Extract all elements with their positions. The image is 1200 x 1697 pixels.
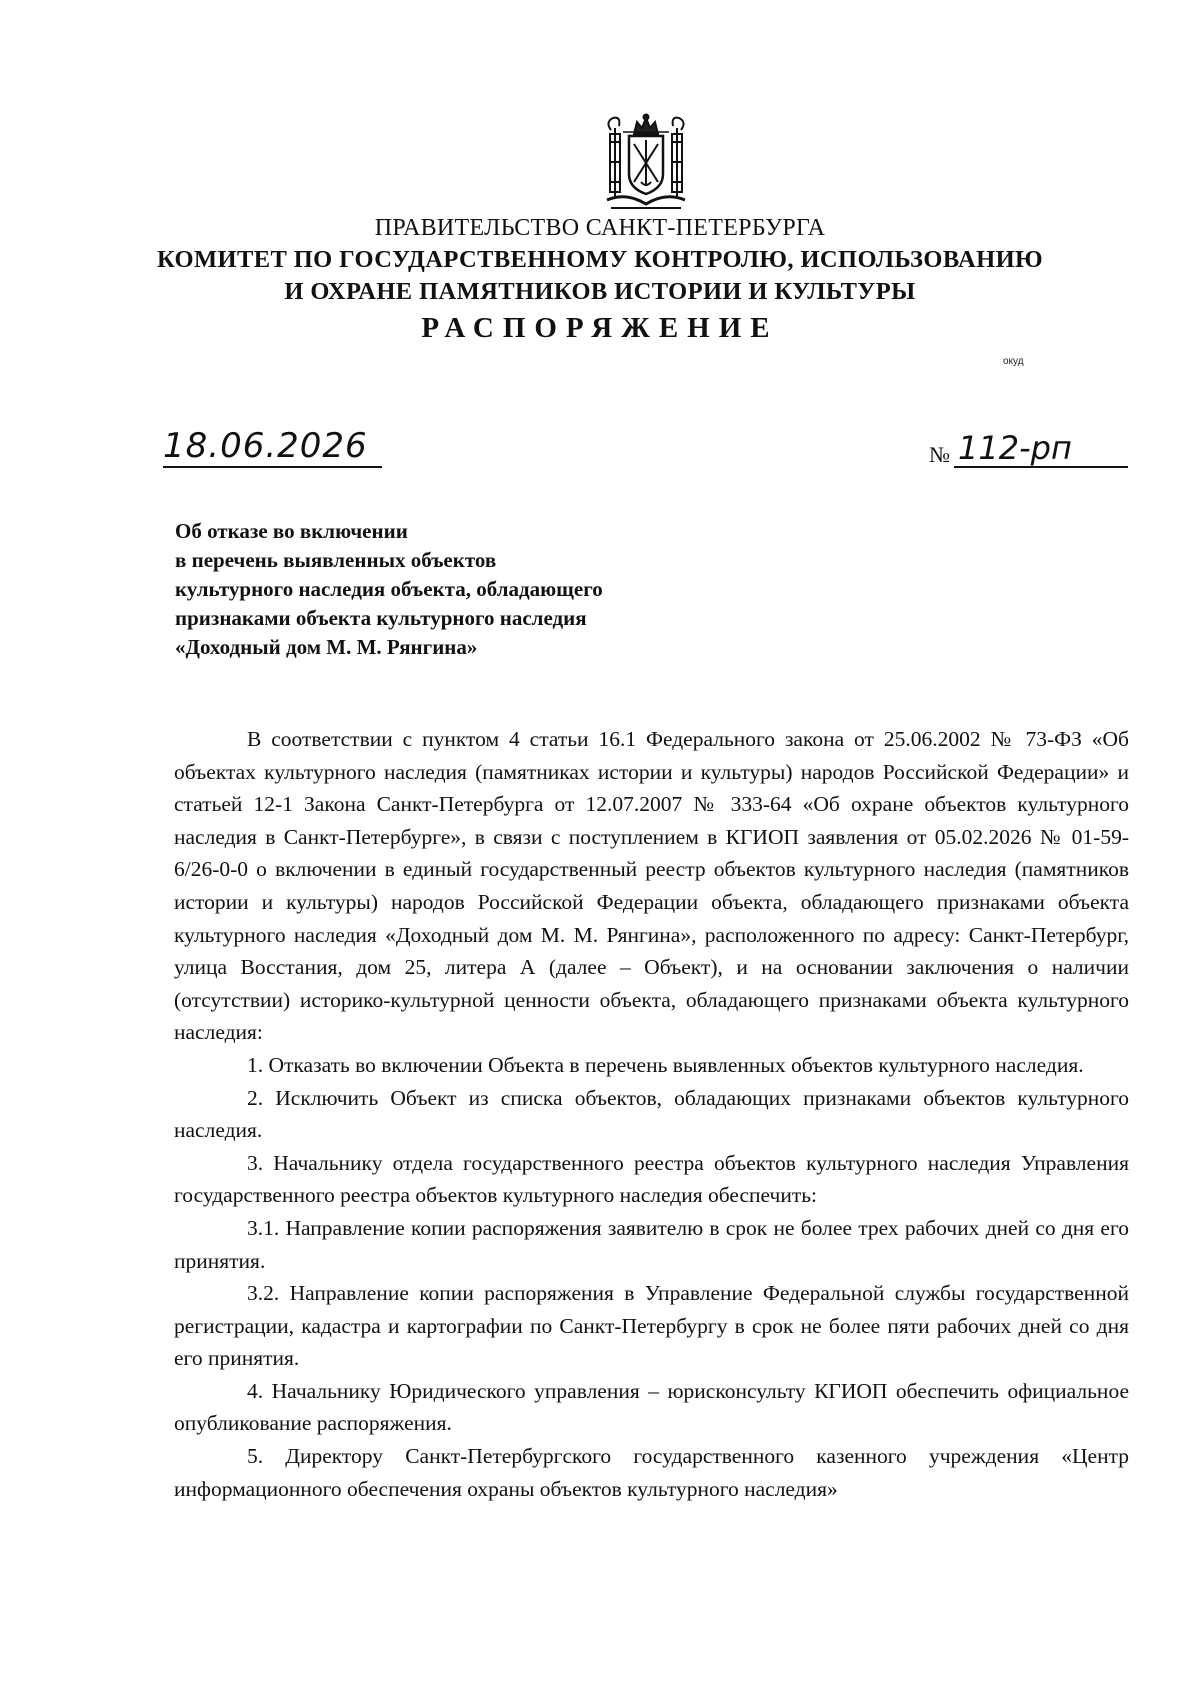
document-subject: [175, 517, 603, 662]
item-2: 2. Исключить Объект из списка объектов, обладающих признаками объектов культурного наследия.: [174, 1085, 1129, 1143]
okud-mark: окуд: [1003, 356, 1024, 367]
committee-line-1: КОМИТЕТ ПО ГОСУДАРСТВЕННОМУ КОНТРОЛЮ, ИСПОЛЬЗОВАНИЮ: [156, 246, 1044, 273]
document-body: [174, 723, 1129, 1505]
item-3-1: 3.1. Направление копии распоряжения заявителю в срок не более трех рабочих дней со дня его принятия.: [174, 1215, 1129, 1273]
number-value: 112-рп: [954, 430, 1128, 468]
document-date: 18.06.2026: [163, 426, 382, 468]
item-4: 4. Начальнику Юридического управления – юрисконсульту КГИОП обеспечить официальное опубликование распоряжения.: [174, 1378, 1129, 1436]
item-1: 1. Отказать во включении Объекта в перечень выявленных объектов культурного наследия.: [247, 1052, 1084, 1077]
document-number: [929, 430, 1128, 468]
number-sign: №: [929, 442, 950, 467]
item-5: 5. Директору Санкт-Петербургского государственного казенного учреждения «Центр информационного обеспечения охраны объектов культурного наследия»: [174, 1444, 1129, 1501]
preamble-paragraph: В соответствии с пунктом 4 статьи 16.1 Федерального закона от 25.06.2002 № 73-ФЗ «Об объектах культурного наследия (памятниках истории и культуры) народов Российской Федерации» и статьей 12-1 Закона Санкт-Петербурга от 12.07.2007 № 333-64 «Об охране объектов культурного наследия в Санкт-Петербурге», в связи с поступлением в КГИОП заявления от 05.02.2026 № 01-59-6/26-0-0 о включении в единый государственный реестр объектов культурного наследия (памятников истории и культуры) народов Российской Федерации объекта, обладающего признаками объекта культурного наследия «Доходный дом М. М. Рянгина», расположенного по адресу: Санкт-Петербург, улица Восстания, дом 25, литера А (далее – Объект), и на основании заключения о наличии (отсутствии) историко-культурной ценности объекта, обладающего признаками объекта культурного наследия:: [174, 727, 1129, 1045]
subject-line: признаками объекта культурного наследия: [175, 606, 587, 630]
subject-line: «Доходный дом М. М. Рянгина»: [175, 635, 478, 659]
document-type: РАСПОРЯЖЕНИЕ: [421, 312, 779, 344]
subject-line: Об отказе во включении: [175, 519, 408, 543]
item-3-2: 3.2. Направление копии распоряжения в Управление Федеральной службы государственной регистрации, кадастра и картографии по Санкт-Петербургу в срок не более пяти рабочих дней со дня его принятия.: [174, 1281, 1129, 1371]
committee-line-2: И ОХРАНЕ ПАМЯТНИКОВ ИСТОРИИ И КУЛЬТУРЫ: [284, 278, 916, 305]
government-name: ПРАВИТЕЛЬСТВО САНКТ-ПЕТЕРБУРГА: [374, 215, 826, 241]
committee-name: [0, 244, 1200, 308]
coat-of-arms-icon: [601, 112, 691, 214]
subject-line: в перечень выявленных объектов: [175, 548, 497, 572]
item-3: 3. Начальнику отдела государственного реестра объектов культурного наследия Управления государственного реестра объектов культурного наследия обеспечить:: [174, 1150, 1129, 1208]
subject-line: культурного наследия объекта, обладающего: [175, 577, 603, 601]
